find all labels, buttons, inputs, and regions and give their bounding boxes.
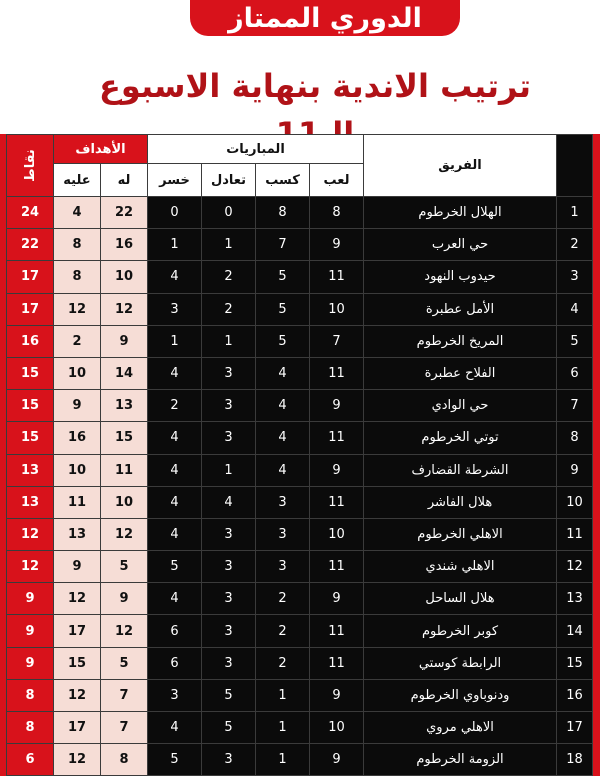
points-cell: 9 [7,583,54,615]
standings-subtitle: ترتيب الاندية بنهاية الاسبوع [99,67,531,105]
won-cell: 4 [256,454,310,486]
lost-header: خسر [148,164,202,197]
played-cell: 9 [310,583,364,615]
drawn-cell: 3 [202,744,256,776]
rank-cell: 4 [557,293,593,325]
team-name-cell: الأمل عطبرة [364,293,557,325]
drawn-cell: 2 [202,293,256,325]
team-name-cell: حي الوادي [364,390,557,422]
goals-against-header: عليه [54,164,101,197]
played-cell: 9 [310,229,364,261]
goals-against-cell: 12 [54,293,101,325]
goals-for-cell: 10 [101,261,148,293]
goals-for-cell: 5 [101,647,148,679]
points-cell: 17 [7,293,54,325]
goals-for-cell: 9 [101,583,148,615]
played-cell: 11 [310,615,364,647]
points-cell: 22 [7,229,54,261]
header [0,0,600,134]
team-name-cell: هلال الساحل [364,583,557,615]
played-cell: 10 [310,712,364,744]
goals-for-cell: 12 [101,615,148,647]
team-name-cell: الهلال الخرطوم [364,197,557,229]
team-name-cell: ودنوباوي الخرطوم [364,679,557,711]
lost-cell: 1 [148,229,202,261]
played-cell: 9 [310,744,364,776]
drawn-cell: 3 [202,422,256,454]
header-row-1 [7,135,593,164]
points-cell: 17 [7,261,54,293]
played-header: لعب [310,164,364,197]
drawn-cell: 1 [202,325,256,357]
goals-for-cell: 15 [101,422,148,454]
goals-for-cell: 10 [101,486,148,518]
matches-header: المباريات [148,135,364,164]
won-cell: 1 [256,679,310,711]
drawn-cell: 3 [202,615,256,647]
table-row [7,229,593,261]
rank-cell: 10 [557,486,593,518]
table-row [7,486,593,518]
goals-against-cell: 9 [54,551,101,583]
lost-cell: 4 [148,454,202,486]
drawn-cell: 0 [202,197,256,229]
table-row [7,712,593,744]
won-cell: 2 [256,583,310,615]
goals-for-cell: 12 [101,518,148,550]
lost-cell: 3 [148,293,202,325]
lost-cell: 5 [148,744,202,776]
goals-for-cell: 8 [101,744,148,776]
rank-header [557,135,593,197]
team-name-cell: الزومة الخرطوم [364,744,557,776]
won-cell: 1 [256,744,310,776]
rank-cell: 13 [557,583,593,615]
points-cell: 16 [7,325,54,357]
played-cell: 11 [310,422,364,454]
played-cell: 11 [310,357,364,389]
team-name-cell: المريخ الخرطوم [364,325,557,357]
table-row [7,518,593,550]
points-cell: 9 [7,615,54,647]
rank-cell: 8 [557,422,593,454]
table-row [7,583,593,615]
played-cell: 10 [310,293,364,325]
table-row [7,551,593,583]
drawn-cell: 1 [202,454,256,486]
goals-against-cell: 9 [54,390,101,422]
goals-against-cell: 12 [54,583,101,615]
goals-for-cell: 9 [101,325,148,357]
drawn-cell: 3 [202,357,256,389]
team-name-cell: هلال الفاشر [364,486,557,518]
won-cell: 4 [256,390,310,422]
rank-cell: 1 [557,197,593,229]
drawn-cell: 3 [202,518,256,550]
team-header: الفريق [364,135,557,197]
rank-cell: 5 [557,325,593,357]
team-name-cell: حي العرب [364,229,557,261]
points-cell: 8 [7,712,54,744]
points-cell: 12 [7,551,54,583]
team-name-cell: الفلاح عطبرة [364,357,557,389]
rank-cell: 17 [557,712,593,744]
played-cell: 9 [310,679,364,711]
standings-table [6,134,593,776]
lost-cell: 5 [148,551,202,583]
rank-cell: 16 [557,679,593,711]
standings-table-wrapper [6,134,592,768]
lost-cell: 1 [148,325,202,357]
goals-against-cell: 13 [54,518,101,550]
won-cell: 4 [256,357,310,389]
won-cell: 5 [256,325,310,357]
points-cell: 15 [7,357,54,389]
team-name-cell: الرابطة كوستي [364,647,557,679]
goals-against-cell: 12 [54,744,101,776]
played-cell: 11 [310,486,364,518]
lost-cell: 4 [148,518,202,550]
table-row [7,615,593,647]
rank-cell: 6 [557,357,593,389]
lost-cell: 0 [148,197,202,229]
rank-cell: 15 [557,647,593,679]
won-cell: 7 [256,229,310,261]
team-name-cell: حيدوب النهود [364,261,557,293]
table-row [7,744,593,776]
goals-for-cell: 13 [101,390,148,422]
played-cell: 9 [310,454,364,486]
table-row [7,679,593,711]
played-cell: 11 [310,261,364,293]
rank-cell: 2 [557,229,593,261]
played-cell: 8 [310,197,364,229]
rank-cell: 12 [557,551,593,583]
won-cell: 2 [256,615,310,647]
won-cell: 1 [256,712,310,744]
goals-for-cell: 7 [101,712,148,744]
goals-for-cell: 16 [101,229,148,261]
goals-against-cell: 15 [54,647,101,679]
points-cell: 8 [7,679,54,711]
lost-cell: 3 [148,679,202,711]
goals-for-cell: 7 [101,679,148,711]
points-cell: 24 [7,197,54,229]
points-cell: 13 [7,454,54,486]
goals-for-cell: 5 [101,551,148,583]
table-row [7,647,593,679]
goals-against-cell: 8 [54,229,101,261]
lost-cell: 4 [148,712,202,744]
rank-cell: 9 [557,454,593,486]
goals-for-header: له [101,164,148,197]
drawn-cell: 3 [202,390,256,422]
drawn-cell: 2 [202,261,256,293]
table-row [7,357,593,389]
points-cell: 15 [7,422,54,454]
goals-against-cell: 16 [54,422,101,454]
table-row [7,422,593,454]
played-cell: 10 [310,518,364,550]
goals-for-cell: 11 [101,454,148,486]
goals-against-cell: 12 [54,679,101,711]
table-row [7,325,593,357]
table-row [7,454,593,486]
goals-against-cell: 17 [54,712,101,744]
goals-for-cell: 12 [101,293,148,325]
lost-cell: 4 [148,486,202,518]
played-cell: 7 [310,325,364,357]
lost-cell: 4 [148,422,202,454]
rank-cell: 14 [557,615,593,647]
rank-cell: 3 [557,261,593,293]
won-cell: 3 [256,551,310,583]
points-cell: 6 [7,744,54,776]
drawn-cell: 5 [202,712,256,744]
rank-cell: 7 [557,390,593,422]
lost-cell: 4 [148,357,202,389]
goals-for-cell: 14 [101,357,148,389]
table-row [7,261,593,293]
points-header [7,135,54,197]
won-cell: 3 [256,518,310,550]
drawn-cell: 3 [202,647,256,679]
won-cell: 4 [256,422,310,454]
goals-against-cell: 17 [54,615,101,647]
points-cell: 15 [7,390,54,422]
points-cell: 13 [7,486,54,518]
won-header: كسب [256,164,310,197]
drawn-cell: 3 [202,551,256,583]
goals-against-cell: 2 [54,325,101,357]
drawn-header: تعادل [202,164,256,197]
won-cell: 5 [256,261,310,293]
won-cell: 8 [256,197,310,229]
points-header-label: نقاط [22,149,38,182]
won-cell: 5 [256,293,310,325]
table-row [7,293,593,325]
goals-against-cell: 10 [54,357,101,389]
team-name-cell: كوبر الخرطوم [364,615,557,647]
rank-cell: 11 [557,518,593,550]
won-cell: 2 [256,647,310,679]
league-title: الدوري الممتاز [228,3,422,34]
lost-cell: 4 [148,583,202,615]
goals-against-cell: 4 [54,197,101,229]
drawn-cell: 3 [202,583,256,615]
table-row [7,390,593,422]
goals-header: الأهداف [54,135,148,164]
lost-cell: 6 [148,647,202,679]
table-row [7,197,593,229]
points-cell: 12 [7,518,54,550]
drawn-cell: 4 [202,486,256,518]
lost-cell: 4 [148,261,202,293]
rank-cell: 18 [557,744,593,776]
played-cell: 11 [310,551,364,583]
lost-cell: 2 [148,390,202,422]
team-name-cell: الاهلي الخرطوم [364,518,557,550]
points-cell: 9 [7,647,54,679]
won-cell: 3 [256,486,310,518]
played-cell: 9 [310,390,364,422]
played-cell: 11 [310,647,364,679]
team-name-cell: الاهلي مروي [364,712,557,744]
team-name-cell: الشرطة القضارف [364,454,557,486]
team-name-cell: الاهلي شندي [364,551,557,583]
team-name-cell: توتي الخرطوم [364,422,557,454]
goals-for-cell: 22 [101,197,148,229]
drawn-cell: 1 [202,229,256,261]
drawn-cell: 5 [202,679,256,711]
goals-against-cell: 8 [54,261,101,293]
goals-against-cell: 11 [54,486,101,518]
goals-against-cell: 10 [54,454,101,486]
lost-cell: 6 [148,615,202,647]
